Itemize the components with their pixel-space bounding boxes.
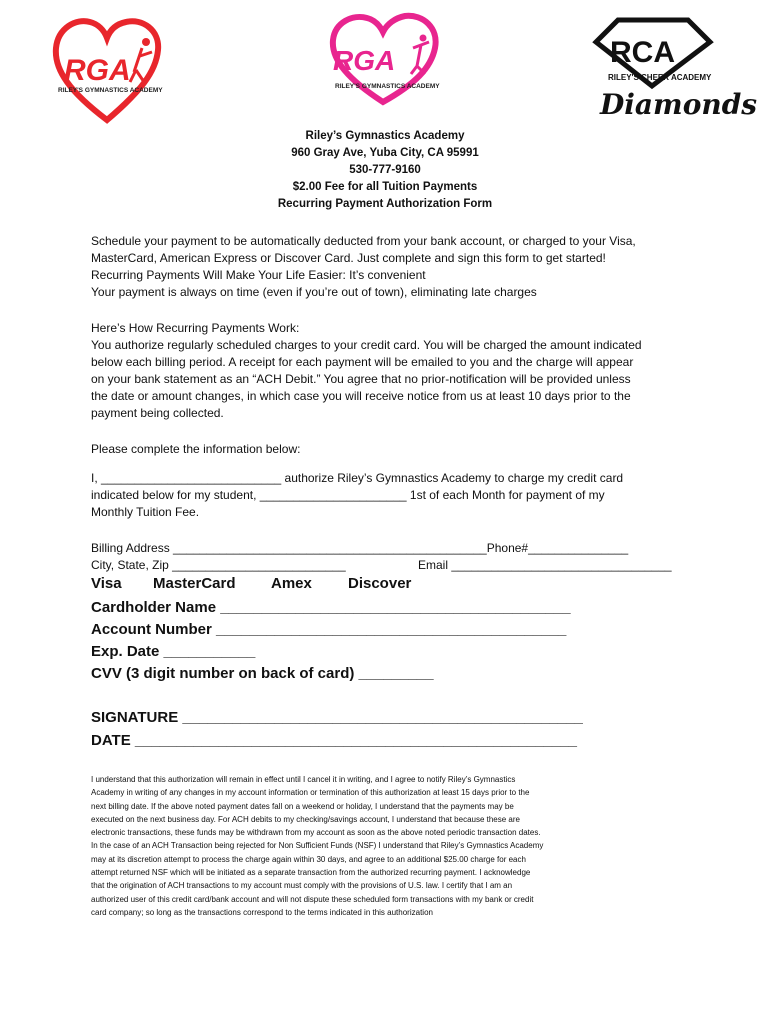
authorization-student-line[interactable]: indicated below for my student, ______________________ 1st of each Month for payment of my	[91, 488, 605, 502]
academy-address: 960 Gray Ave, Yuba City, CA 95991	[291, 147, 479, 159]
rga-left-logo-subtitle: RILEY'S GYMNASTICS ACADEMY	[58, 87, 163, 94]
rga-mid-logo-subtitle: RILEY'S GYMNASTICS ACADEMY	[335, 83, 440, 90]
rga-pink-heart-logo	[325, 12, 445, 107]
intro-line: Recurring Payments Will Make Your Life Easier: It’s convenient	[91, 268, 426, 282]
how-line: You authorize regularly scheduled charges to your credit card. You will be charged the amount indicated	[91, 338, 642, 352]
card-type-mastercard[interactable]: MasterCard	[153, 575, 236, 592]
city-state-zip-field[interactable]: City, State, Zip __________________________	[91, 558, 346, 572]
authorization-name-line[interactable]: I, ___________________________ authorize Riley’s Gymnastics Academy to charge my credit card	[91, 471, 624, 485]
academy-phone: 530-777-9160	[349, 164, 421, 176]
exp-date-field[interactable]: Exp. Date ___________	[91, 643, 256, 660]
intro-line: Your payment is always on time (even if you’re out of town), eliminating late charges	[91, 285, 537, 299]
terms-line: In the case of an ACH Transaction being rejected for Non Sufficient Funds (NSF) I understand that Riley’s Gymnastics Academy	[91, 841, 544, 851]
terms-line: next billing date. If the above noted payment dates fall on a weekend or holiday, I understand that the payments may be	[91, 801, 514, 811]
billing-address-phone-field[interactable]: Billing Address _______________________________________________Phone#_______________	[91, 541, 629, 555]
date-field[interactable]: DATE _____________________________________________________	[91, 732, 578, 749]
card-type-discover[interactable]: Discover	[348, 575, 412, 592]
how-line: on your bank statement as an “ACH Debit.” You agree that no prior-notification will be provided unless	[91, 372, 631, 386]
terms-line: electronic transactions, these funds may be withdrawn from my account as soon as the above noted periodic transaction dates.	[91, 828, 541, 838]
rga-red-heart-logo	[50, 12, 165, 127]
cvv-field[interactable]: CVV (3 digit number on back of card) _________	[91, 665, 434, 682]
how-heading: Here’s How Recurring Payments Work:	[91, 321, 300, 335]
terms-line: card company; so long as the transactions correspond to the terms indicated in this authorization	[91, 907, 433, 917]
how-line: payment being collected.	[91, 406, 224, 420]
academy-name: Riley’s Gymnastics Academy	[305, 130, 465, 142]
authorization-paragraph	[91, 470, 691, 521]
rca-logo-script: Diamonds	[600, 88, 758, 121]
terms-line: authorized user of this credit card/bank account and will not dispute these scheduled form transactions with my bank or credit	[91, 894, 534, 904]
how-it-works-paragraph	[91, 320, 691, 422]
email-field[interactable]: Email _________________________________	[418, 558, 672, 572]
tuition-fee-note: $2.00 Fee for all Tuition Payments	[292, 181, 478, 193]
terms-fine-print	[91, 773, 691, 919]
rca-logo-text: RCA	[610, 36, 675, 69]
cardholder-name-field[interactable]: Cardholder Name __________________________________________	[91, 599, 571, 616]
terms-line: executed on the next business day. For ACH debits to my checking/savings account, I understand that because these are	[91, 814, 520, 824]
how-line: the date or amount changes, in which case you will receive notice from us at least 10 days prior to the	[91, 389, 631, 403]
terms-line: may at its discretion attempt to process the charge again within 30 days, and agree to an additional $25.00 charge for each	[91, 854, 526, 864]
how-line: below each billing period. A receipt for each payment will be emailed to you and the charge will appear	[91, 355, 634, 369]
terms-line: Academy in writing of any changes in my account information or termination of this authorization at least 15 days prior to the	[91, 788, 530, 798]
terms-line: attempt returned NSF which will be initiated as a separate transaction from the authorized recurring payment. I acknowledge	[91, 868, 531, 878]
intro-line: MasterCard, American Express or Discover Card. Just complete and sign this form to get started!	[91, 251, 606, 265]
card-type-visa[interactable]: Visa	[91, 575, 122, 592]
account-number-field[interactable]: Account Number __________________________________________	[91, 621, 567, 638]
card-type-amex[interactable]: Amex	[271, 575, 312, 592]
rca-logo-subtitle: RILEY'S CHEER ACADEMY	[608, 73, 712, 82]
terms-line: that the origination of ACH transactions to my account must comply with the provisions of U.S. law. I certify that I am an	[91, 881, 513, 891]
form-header	[0, 128, 770, 213]
rca-diamonds-logo	[590, 14, 758, 129]
authorization-line: Monthly Tuition Fee.	[91, 505, 200, 519]
complete-prompt: Please complete the information below:	[91, 442, 301, 456]
form-title: Recurring Payment Authorization Form	[277, 198, 493, 210]
rga-mid-logo-text: RGA	[333, 45, 396, 76]
intro-line: Schedule your payment to be automatically deducted from your bank account, or charged to your Visa,	[91, 234, 636, 248]
signature-field[interactable]: SIGNATURE ________________________________________________	[91, 709, 583, 726]
terms-line: I understand that this authorization will remain in effect until I cancel it in writing, and I agree to notify Riley’s Gymnastics	[91, 775, 516, 784]
intro-paragraph	[91, 233, 691, 301]
rga-left-logo-text: RGA	[64, 54, 131, 87]
